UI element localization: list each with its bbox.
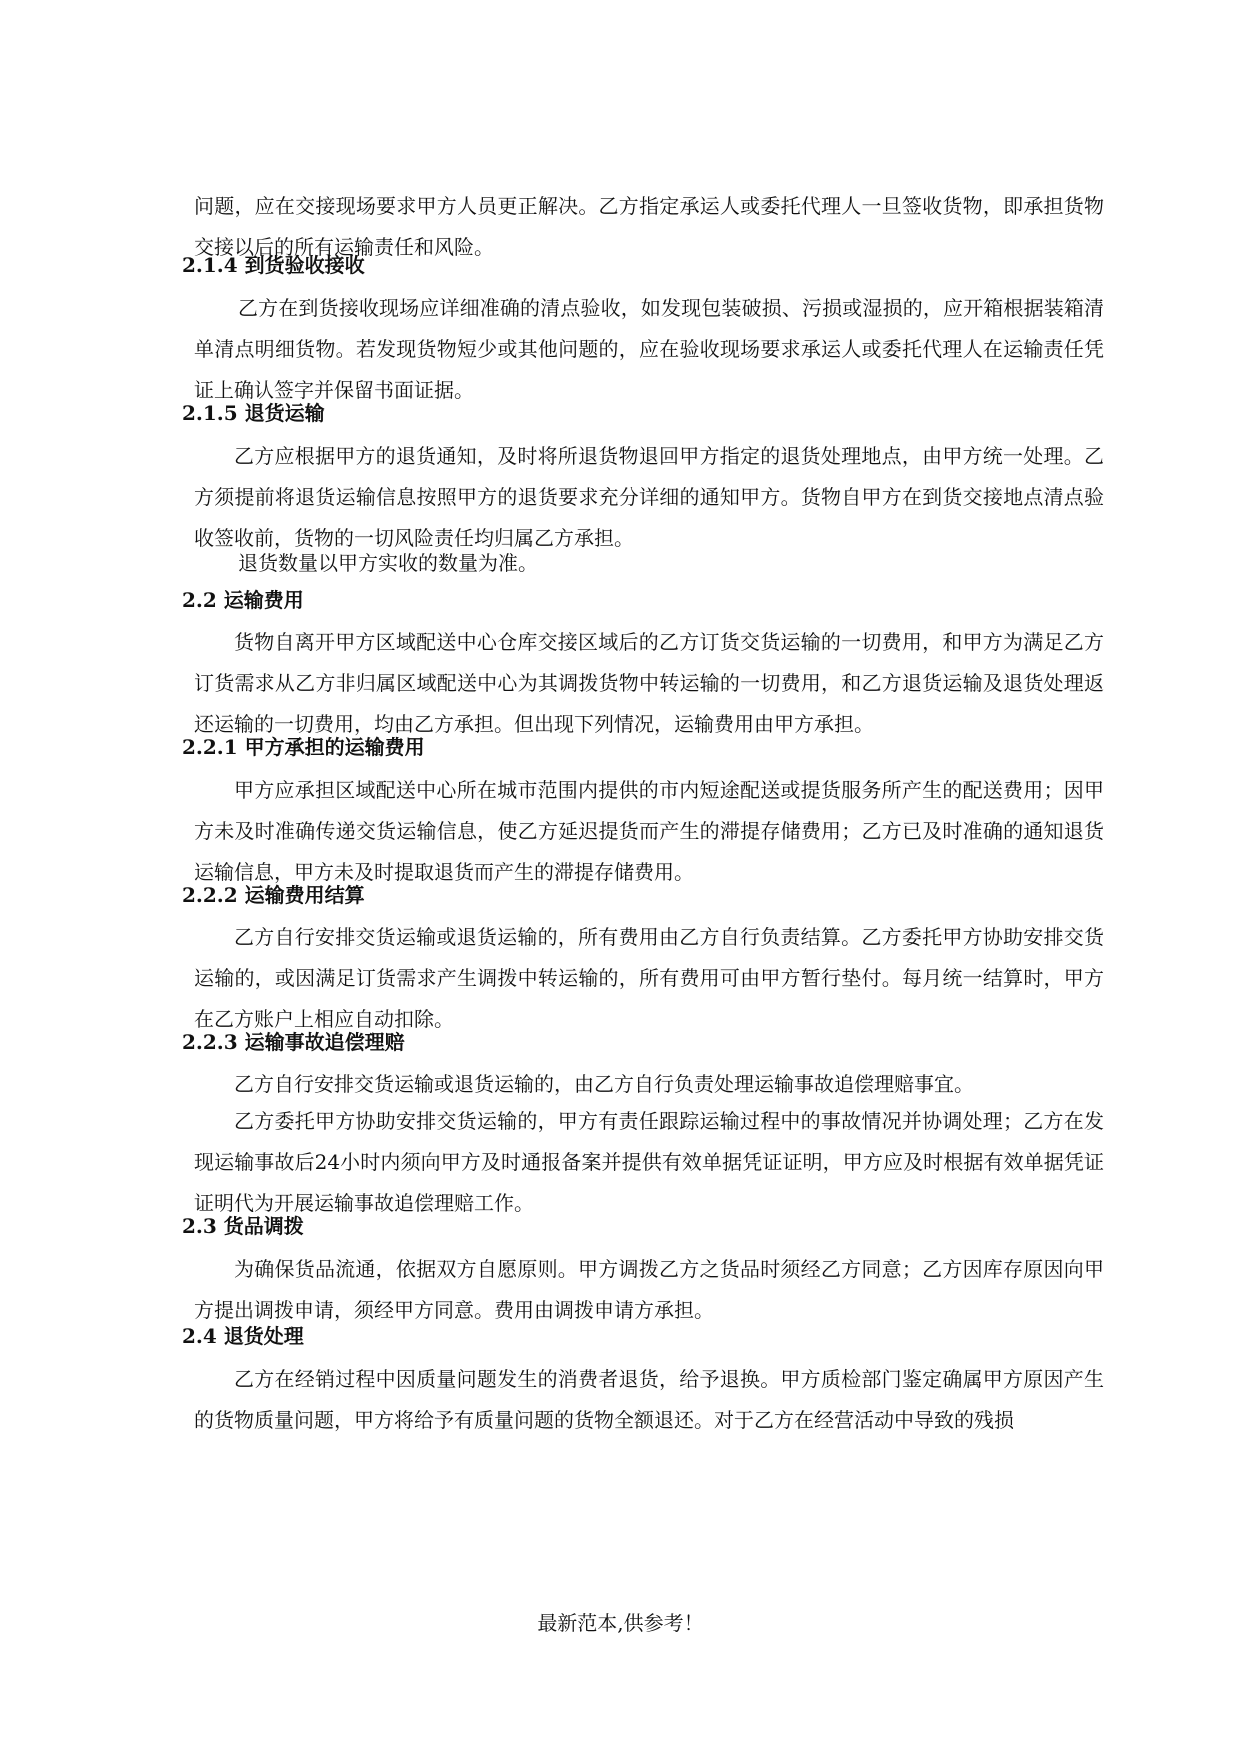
heading-2-2: 2.2 运输费用 (182, 588, 304, 612)
paragraph-accident-delegated: 乙方委托甲方协助安排交货运输的，甲方有责任跟踪运输过程中的事故情况并协调处理；乙方在发现运输事故后24小时内须向甲方及时通报备案并提供有效单据凭证证明，甲方应及时根据有效单据凭证证明代为开展运输事故追偿理赔工作。 (194, 1109, 1104, 1215)
paragraph-handover-end: 问题，应在交接现场要求甲方人员更正解决。乙方指定承运人或委托代理人一旦签收货物，即承担货物交接以后的所有运输责任和风险。 (194, 194, 1104, 259)
heading-2-1-4: 2.1.4 到货验收接收 (182, 253, 365, 277)
paragraph-return-handling: 乙方在经销过程中因质量问题发生的消费者退货，给予退换。甲方质检部门鉴定确属甲方原因产生的货物质量问题，甲方将给予有质量问题的货物全额退还。对于乙方在经营活动中导致的残损 (194, 1367, 1104, 1432)
page-footer: 最新范本,供参考！ (537, 1611, 704, 1635)
heading-2-2-1: 2.2.1 甲方承担的运输费用 (182, 735, 425, 759)
paragraph-transport-costs: 货物自离开甲方区域配送中心仓库交接区域后的乙方订货交货运输的一切费用，和甲方为满足乙方订货需求从乙方非归属区域配送中心为其调拨货物中转运输的一切费用，和乙方退货运输及退货处理返还运输的一切费用，均由乙方承担。但出现下列情况，运输费用由甲方承担。 (194, 630, 1104, 736)
paragraph-cost-settlement: 乙方自行安排交货运输或退货运输的，所有费用由乙方自行负责结算。乙方委托甲方协助安排交货运输的，或因满足订货需求产生调拨中转运输的，所有费用可由甲方暂行垫付。每月统一结算时，甲方在乙方账户上相应自动扣除。 (194, 925, 1104, 1031)
heading-2-4: 2.4 退货处理 (182, 1324, 304, 1348)
paragraph-accident-self: 乙方自行安排交货运输或退货运输的，由乙方自行负责处理运输事故追偿理赔事宜。 (234, 1072, 974, 1096)
paragraph-party-a-costs: 甲方应承担区域配送中心所在城市范围内提供的市内短途配送或提货服务所产生的配送费用；因甲方未及时准确传递交货运输信息，使乙方延迟提货而产生的滞提存储费用；乙方已及时准确的通知退货运输信息，甲方未及时提取退货而产生的滞提存储费用。 (194, 778, 1104, 884)
heading-2-1-5: 2.1.5 退货运输 (182, 401, 325, 425)
paragraph-return-transport: 乙方应根据甲方的退货通知，及时将所退货物退回甲方指定的退货处理地点，由甲方统一处理。乙方须提前将退货运输信息按照甲方的退货要求充分详细的通知甲方。货物自甲方在到货交接地点清点验收签收前，货物的一切风险责任均归属乙方承担。 (194, 444, 1104, 550)
heading-2-2-3: 2.2.3 运输事故追偿理赔 (182, 1030, 405, 1054)
paragraph-return-quantity: 退货数量以甲方实收的数量为准。 (238, 551, 538, 575)
heading-2-2-2: 2.2.2 运输费用结算 (182, 883, 365, 907)
paragraph-goods-transfer: 为确保货品流通，依据双方自愿原则。甲方调拨乙方之货品时须经乙方同意；乙方因库存原因向甲方提出调拨申请，须经甲方同意。费用由调拨申请方承担。 (194, 1257, 1104, 1322)
paragraph-arrival-inspection: 乙方在到货接收现场应详细准确的清点验收，如发现包装破损、污损或湿损的，应开箱根据装箱清单清点明细货物。若发现货物短少或其他问题的，应在验收现场要求承运人或委托代理人在运输责任凭证上确认签字并保留书面证据。 (194, 296, 1104, 402)
heading-2-3: 2.3 货品调拨 (182, 1214, 304, 1238)
